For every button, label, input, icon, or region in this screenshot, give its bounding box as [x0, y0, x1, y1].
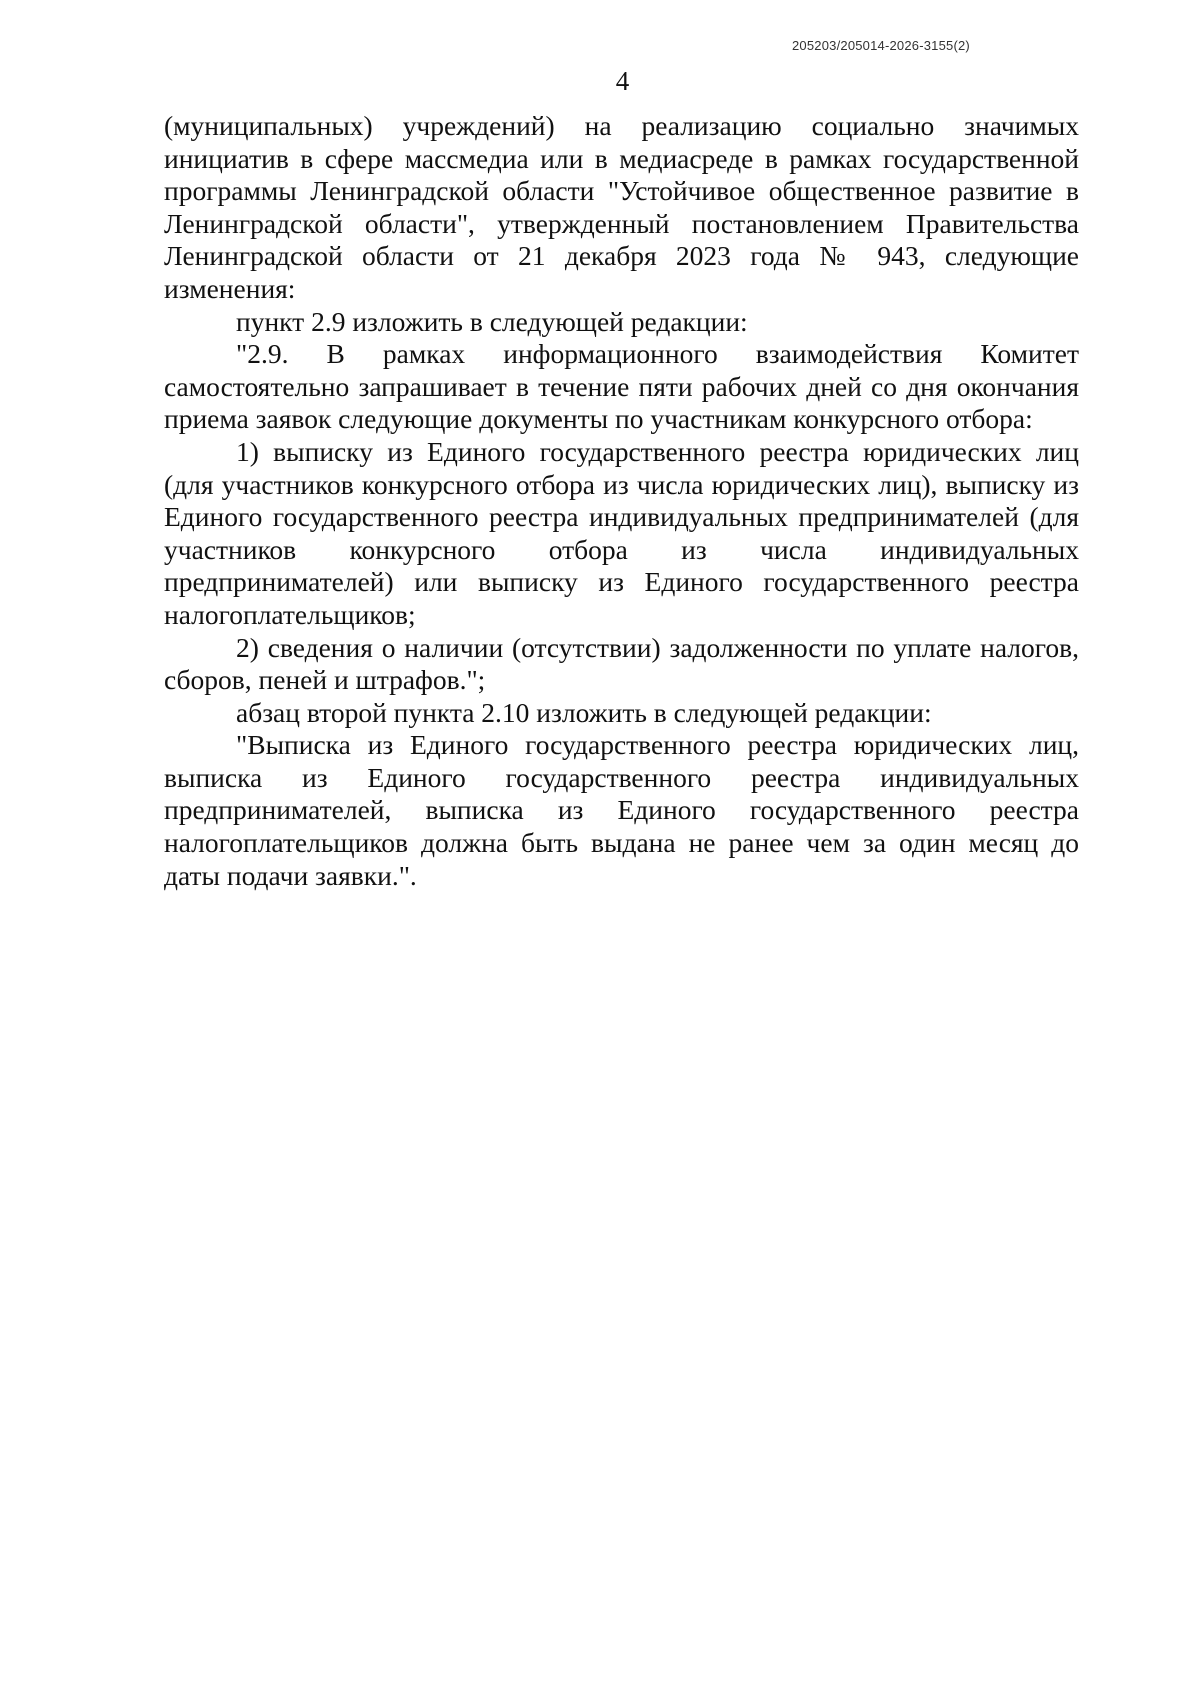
page-number: 4 — [615, 66, 630, 96]
paragraph-list-item-1: 1) выписку из Единого государственного реестра юридических лиц (для участников конкурсного отбора из числа юридических лиц), выписку из Единого государственного реестра индивидуальных предпринимателей (для участников конкурсного отбора из числа индивидуальных предпринимателей) или выписку из Единого государственного реестра налогоплательщиков; — [164, 435, 1079, 630]
paragraph-amendment-2-9-intro: пункт 2.9 изложить в следующей редакции: — [236, 305, 748, 337]
paragraph-clause-2-9: "2.9. В рамках информационного взаимодействия Комитет самостоятельно запрашивает в течение пяти рабочих дней со дня окончания приема заявок следующие документы по участникам конкурсного отбора: — [164, 338, 1079, 435]
paragraph-continuation: (муниципальных) учреждений) на реализацию социально значимых инициатив в сфере массмедиа или в медиасреде в рамках государственной программы Ленинградской области "Устойчивое общественное развитие в Ленинградской области", утвержденный постановлением Правительства Ленинградской области от 21 декабря 2023 года № 943, следующие изменения: — [164, 110, 1079, 304]
document-body — [164, 110, 1079, 892]
paragraph-clause-2-10: "Выписка из Единого государственного реестра юридических лиц, выписка из Единого государственного реестра индивидуальных предпринимателей, выписка из Единого государственного реестра налогоплательщиков должна быть выдана не ранее чем за один месяц до даты подачи заявки.". — [164, 729, 1079, 891]
document-registration-code: 205203/205014-2026-3155(2) — [792, 38, 970, 53]
paragraph-amendment-2-10-intro: абзац второй пункта 2.10 изложить в следующей редакции: — [236, 696, 932, 728]
paragraph-list-item-2: 2) сведения о наличии (отсутствии) задолженности по уплате налогов, сборов, пеней и штрафов."; — [164, 631, 1079, 696]
